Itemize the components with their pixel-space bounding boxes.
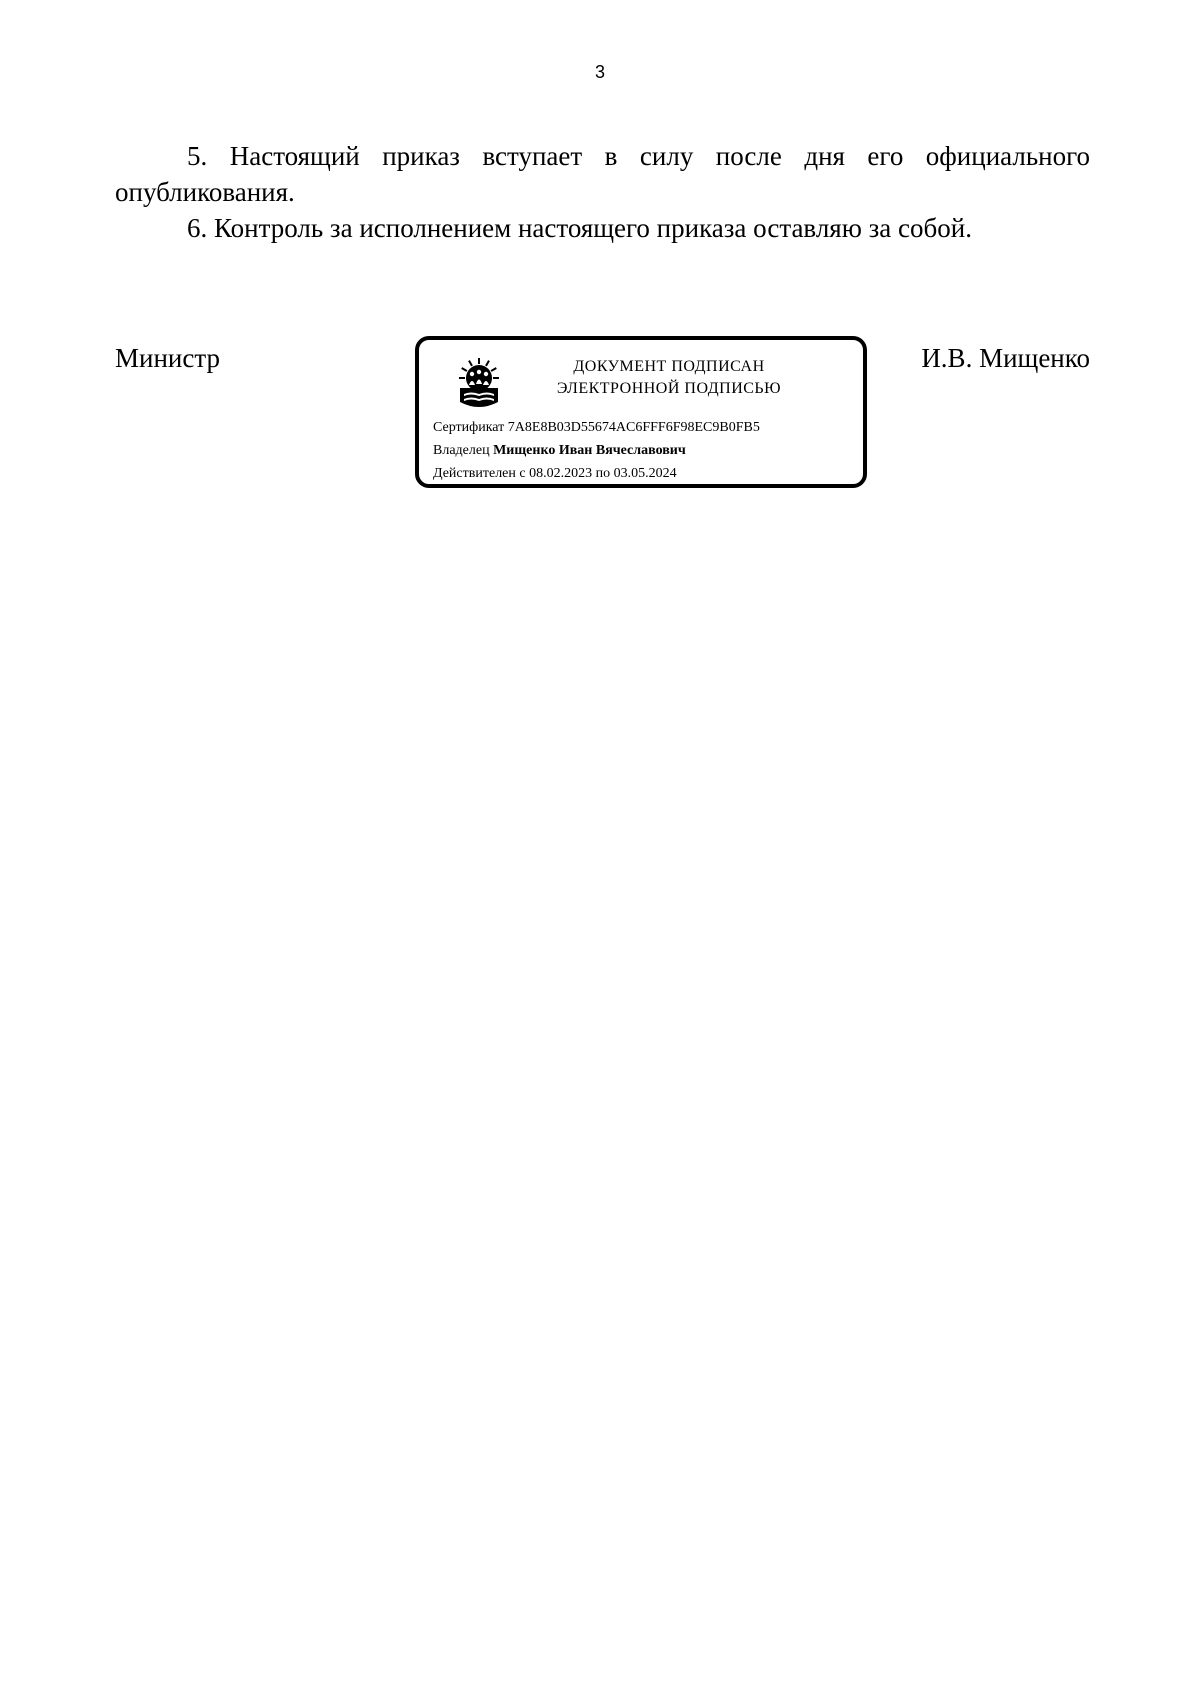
certificate-value: 7A8E8B03D55674AC6FFF6F98EC9B0FB5 — [507, 420, 760, 435]
stamp-details — [433, 416, 760, 485]
stamp-heading — [519, 356, 819, 400]
owner-line — [433, 439, 760, 462]
document-body — [115, 138, 1090, 246]
paragraph-6: 6. Контроль за исполнением настоящего приказа оставляю за собой. — [187, 213, 972, 243]
signature-block — [115, 340, 1090, 500]
paragraph-5: 5. Настоящий приказ вступает в силу после дня его официального опубликования. — [115, 141, 1090, 207]
regional-coat-of-arms-icon — [457, 358, 501, 410]
stamp-heading-line1: ДОКУМЕНТ ПОДПИСАН — [573, 358, 765, 375]
stamp-heading-line2: ЭЛЕКТРОННОЙ ПОДПИСЬЮ — [556, 380, 782, 397]
certificate-line — [433, 416, 760, 439]
validity-line — [433, 462, 760, 485]
owner-value: Мищенко Иван Вячеславович — [493, 443, 686, 458]
valid-to-label: по — [595, 466, 611, 481]
valid-to: 03.05.2024 — [613, 466, 677, 481]
owner-label: Владелец — [433, 443, 490, 458]
signatory-name: И.В. Мищенко — [921, 343, 1090, 373]
electronic-signature-stamp — [415, 336, 867, 488]
valid-from: 08.02.2023 — [529, 466, 593, 481]
valid-label: Действителен с — [433, 466, 526, 481]
page-number: 3 — [594, 62, 605, 82]
certificate-label: Сертификат — [433, 420, 505, 435]
signatory-title: Министр — [115, 343, 220, 373]
